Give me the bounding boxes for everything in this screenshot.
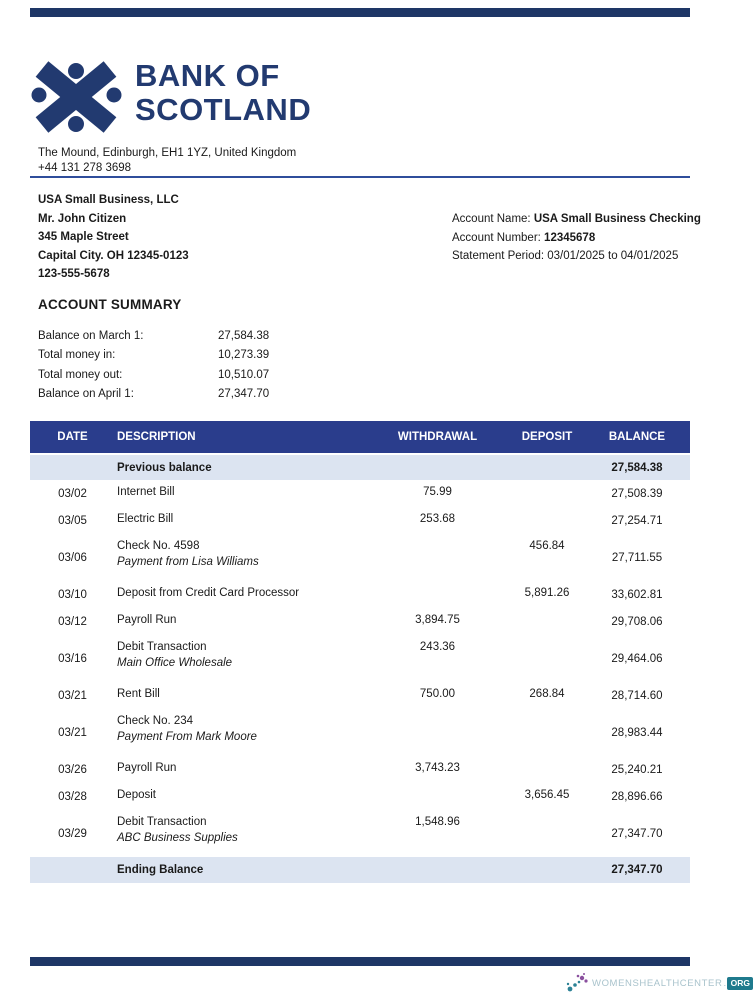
previous-balance-label: Previous balance [115,454,365,480]
transaction-deposit: 456.84 [510,534,584,581]
watermark-site-name: WOMENSHEALTHCENTER [592,977,723,989]
transaction-withdrawal: 253.68 [365,507,510,534]
account-name-label: Account Name: [452,213,534,225]
transaction-description-main: Electric Bill [117,513,174,525]
transaction-deposit [510,709,584,756]
transaction-deposit: 5,891.26 [510,581,584,608]
transaction-description [115,608,365,635]
transaction-description [115,682,365,709]
transaction-balance: 28,983.44 [584,709,690,756]
transaction-row [30,581,690,608]
transaction-balance: 29,464.06 [584,635,690,682]
transaction-balance: 28,714.60 [584,682,690,709]
transaction-row [30,810,690,857]
transaction-withdrawal: 3,894.75 [365,608,510,635]
transaction-row [30,635,690,682]
watermark-dots-icon [566,972,590,994]
transaction-date: 03/21 [30,682,115,709]
summary-value: 27,584.38 [218,330,270,342]
transaction-row [30,709,690,756]
watermark-tld-badge: ORG [727,977,753,990]
ending-balance-label: Ending Balance [115,857,365,883]
watermark-separator: . [723,977,727,989]
ending-balance-value: 27,347.70 [584,857,690,883]
transaction-description [115,709,365,756]
transaction-deposit [510,810,584,857]
transaction-row [30,608,690,635]
bank-name [135,59,311,127]
transaction-date: 03/28 [30,783,115,810]
transaction-date: 03/10 [30,581,115,608]
transaction-description [115,480,365,507]
transaction-row [30,480,690,507]
account-summary-table [38,327,308,404]
previous-balance-row [30,454,690,480]
summary-label: Total money out: [38,368,123,381]
customer-name: USA Small Business, LLC [38,194,179,206]
summary-value: 10,510.07 [218,368,270,381]
transaction-description-main: Debit Transaction [117,816,207,828]
transaction-description-main: Check No. 234 [117,715,194,727]
header-divider-line [30,176,690,178]
transaction-date: 03/16 [30,635,115,682]
customer-contact: Mr. John Citizen [38,212,127,225]
transaction-description-main: Deposit from Credit Card Processor [117,587,300,599]
statement-period-value: 03/01/2025 to 04/01/2025 [547,250,679,262]
summary-value: 27,347.70 [218,387,270,400]
transaction-date: 03/26 [30,756,115,783]
transaction-withdrawal: 75.99 [365,480,510,507]
account-name-row [452,210,701,229]
transaction-description [115,581,365,608]
transaction-date: 03/05 [30,507,115,534]
transaction-description-sub: Main Office Wholesale [117,657,233,669]
summary-value: 10,273.39 [218,349,270,362]
bank-phone: +44 131 278 3698 [38,162,132,174]
transaction-withdrawal [365,709,510,756]
transaction-description-main: Deposit [117,789,156,801]
bank-address: The Mound, Edinburgh, EH1 1YZ, United Kingdom [38,147,297,159]
transaction-date: 03/29 [30,810,115,857]
customer-address-block [38,191,189,284]
transaction-balance: 27,347.70 [584,810,690,857]
header-date: DATE [30,421,115,454]
customer-street: 345 Maple Street [38,231,129,243]
transaction-description-sub: Payment From Mark Moore [117,731,257,743]
account-name-value: USA Small Business Checking [533,213,701,225]
empty-cell [510,857,584,883]
transaction-description-main: Payroll Run [117,614,177,626]
transaction-description-main: Internet Bill [117,486,175,498]
transaction-deposit [510,507,584,534]
empty-cell [365,857,510,883]
empty-cell [30,454,115,480]
customer-city: Capital City. OH 12345-0123 [38,249,189,262]
transaction-description [115,635,365,682]
summary-row [38,327,308,346]
transaction-date: 03/06 [30,534,115,581]
watermark [566,971,753,995]
transaction-deposit [510,480,584,507]
transaction-withdrawal: 750.00 [365,682,510,709]
transaction-table [30,421,690,883]
transaction-description-main: Payroll Run [117,762,177,774]
transaction-withdrawal: 3,743.23 [365,756,510,783]
transaction-row [30,756,690,783]
header-withdrawal: WITHDRAWAL [365,421,510,454]
transaction-balance: 33,602.81 [584,581,690,608]
previous-balance-value: 27,584.38 [584,454,690,480]
transaction-date: 03/12 [30,608,115,635]
transaction-description-sub: Payment from Lisa Williams [117,556,259,568]
empty-cell [30,857,115,883]
transaction-withdrawal [365,783,510,810]
ending-balance-row [30,857,690,883]
transaction-description-main: Check No. 4598 [117,540,200,552]
bank-name-line1: BANK OF [135,58,280,93]
transaction-balance: 29,708.06 [584,608,690,635]
transaction-description [115,756,365,783]
transaction-description [115,507,365,534]
transaction-table-section [30,421,690,883]
transaction-row [30,682,690,709]
header-deposit: DEPOSIT [510,421,584,454]
summary-row [38,366,308,385]
transaction-deposit [510,608,584,635]
transaction-description-sub: ABC Business Supplies [117,832,238,844]
transaction-description [115,783,365,810]
transaction-deposit [510,635,584,682]
top-border-bar [30,8,690,17]
bank-of-scotland-logo-icon [33,62,123,140]
empty-cell [365,454,510,480]
summary-label: Total money in: [38,349,116,362]
summary-label: Balance on March 1: [38,330,144,342]
header-description: DESCRIPTION [115,421,365,454]
account-summary-title: ACCOUNT SUMMARY [38,297,182,312]
transaction-withdrawal [365,534,510,581]
transaction-description [115,534,365,581]
account-number-label: Account Number: [452,231,545,244]
transaction-description-main: Debit Transaction [117,641,207,653]
transaction-withdrawal: 1,548.96 [365,810,510,857]
empty-cell [510,454,584,480]
bottom-border-bar [30,957,690,966]
summary-label: Balance on April 1: [38,387,134,400]
bank-name-line2: SCOTLAND [135,92,312,127]
transaction-balance: 27,508.39 [584,480,690,507]
transaction-row [30,534,690,581]
statement-period-row [452,247,701,266]
transaction-deposit: 3,656.45 [510,783,584,810]
account-number-row [452,229,701,248]
summary-row [38,385,308,404]
transaction-deposit [510,756,584,783]
transaction-balance: 27,711.55 [584,534,690,581]
transaction-withdrawal [365,581,510,608]
account-info-block [452,210,701,266]
summary-row [38,346,308,365]
customer-phone: 123-555-5678 [38,268,110,280]
transaction-deposit: 268.84 [510,682,584,709]
transaction-balance: 27,254.71 [584,507,690,534]
transaction-description-main: Rent Bill [117,688,160,700]
transaction-row [30,783,690,810]
transaction-balance: 28,896.66 [584,783,690,810]
transaction-withdrawal: 243.36 [365,635,510,682]
transaction-row [30,507,690,534]
statement-period-label: Statement Period: [452,250,548,262]
transaction-balance: 25,240.21 [584,756,690,783]
transaction-description [115,810,365,857]
table-header-row [30,421,690,454]
transaction-date: 03/02 [30,480,115,507]
header-balance: BALANCE [584,421,690,454]
account-number-value: 12345678 [544,231,596,244]
transaction-date: 03/21 [30,709,115,756]
